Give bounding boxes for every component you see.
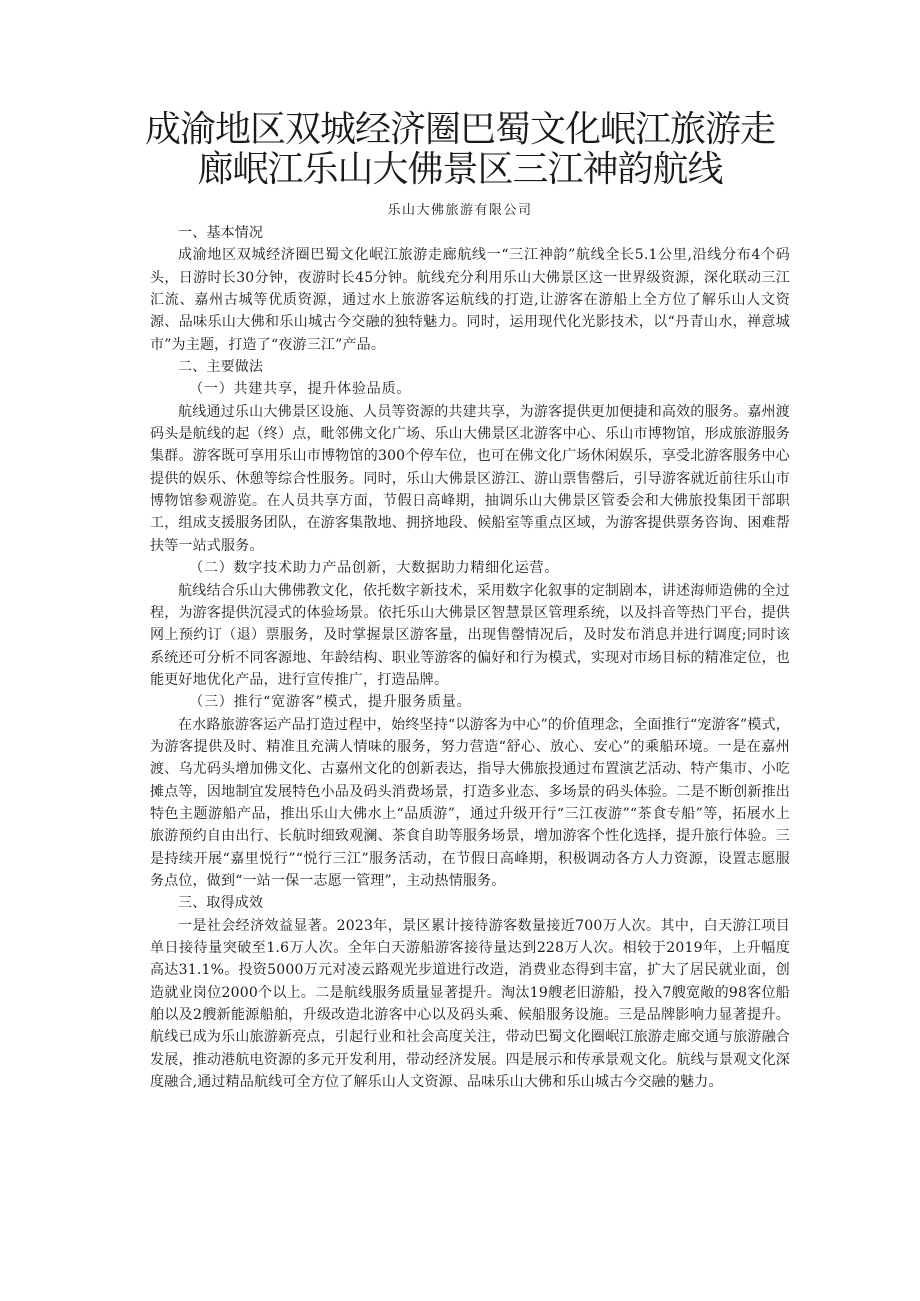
document-title — [120, 110, 800, 190]
title-line-1: 成渝地区双城经济圈巴蜀文化岷江旅游走 — [144, 109, 775, 150]
subsection-heading-3: （三）推行“宽游客”模式，提升服务质量。 — [189, 694, 472, 711]
paragraph-service: 在水路旅游客运产品打造过程中，始终坚持“以游客为中心”的价值理念，全面推行“宠游客”模式，为游客提供及时、精准且充满人情味的服务，努力营造“舒心、放心、安心”的乘船环境。一是在嘉州渡、乌尤码头增加佛文化、古嘉州文化的创新表达，指导大佛旅投通过布置演艺活动、特产集市、小吃摊点等，因地制宜发展特色小品及码头消费场景，打造多业态、多场景的码头体验。二是不断创新推出特色主题游船产品，推出乐山大佛水上“品质游”，通过升级开行“三江夜游”“茶食专船”等，拓展水上旅游预约自由出行、长航时细致观澜、茶食自助等服务场景，增加游客个性化选择，提升旅行体验。三是持续开展“嘉里悦行”“悦行三江”服务活动，在节假日高峰期，积极调动各方人力资源，设置志愿服务点位，做到“一站一保一志愿一管理”，主动热情服务。 — [150, 716, 790, 889]
section-heading-basic: 一、基本情况 — [178, 225, 264, 241]
document-body — [150, 222, 790, 1093]
paragraph-digital: 航线结合乐山大佛佛教文化，依托数字新技术，采用数字化叙事的定制剧本，讲述海师造佛的全过程，为游客提供沉浸式的体验场景。依托乐山大佛景区智慧景区管理系统，以及抖音等热门平台，提供网上预约订（退）票服务，及时掌握景区游客量，出现售罄情况后，及时发布消息并进行调度;同时该系统还可分析不同客源地、年龄结构、职业等游客的偏好和行为模式，实现对市场目标的精准定位，也能更好地优化产品，进行宣传推广，打造品牌。 — [150, 582, 790, 688]
paragraph-sharing: 航线通过乐山大佛景区设施、人员等资源的共建共享，为游客提供更加便捷和高效的服务。嘉州渡码头是航线的起（终）点，毗邻佛文化广场、乐山大佛景区北游客中心、乐山市博物馆，形成旅游服务集群。游客既可享用乐山市博物馆的300个停车位，也可在佛文化广场休闲娱乐，享受北游客服务中心提供的娱乐、休憩等综合性服务。同时，乐山大佛景区游江、游山票售罄后，引导游客就近前往乐山市博物馆参观游览。在人员共享方面，节假日高峰期，抽调乐山大佛景区管委会和大佛旅投集团干部职工，组成支援服务团队，在游客集散地、拥挤地段、候船室等重点区域，为游客提供票务咨询、困难帮扶等一站式服务。 — [150, 403, 790, 554]
organization-name: 乐山大佛旅游有限公司 — [387, 203, 533, 218]
title-line-2: 廊岷江乐山大佛景区三江神韵航线 — [197, 149, 723, 190]
paragraph-basic: 成渝地区双城经济圈巴蜀文化岷江旅游走廊航线一“三江神韵”航线全长5.1公里,沿线分布4个码头，日游时长30分钟，夜游时长45分钟。航线充分利用乐山大佛景区这一世界级资源，深化联动三江汇流、嘉州古城等优质资源，通过水上旅游客运航线的打造,让游客在游船上全方位了解乐山人文资源、品味乐山大佛和乐山城古今交融的独特魅力。同时，运用现代化光影技术，以“丹青山水，禅意城市”为主题，打造了“夜游三江”产品。 — [150, 247, 790, 353]
paragraph-results: 一是社会经济效益显著。2023年，景区累计接待游客数量接近700万人次。其中，白天游江项目单日接待量突破至1.6万人次。全年白天游船游客接待量达到228万人次。相较于2019年，上升幅度高达31.1%。投资5000万元对凌云路观光步道进行改造，消费业态得到丰富，扩大了居民就业面，创造就业岗位2000个以上。二是航线服务质量显著提升。淘汰19艘老旧游船，投入7艘宽敞的98客位船舶以及2艘新能源船舶，升级改造北游客中心以及码头乘、候船服务设施。三是品牌影响力显著提升。航线已成为乐山旅游新亮点，引起行业和社会高度关注，带动巴蜀文化圈岷江旅游走廊交通与旅游融合发展，推动港航电资源的多元开发利用，带动经济发展。四是展示和传承景观文化。航线与景观文化深度融合,通过精品航线可全方位了解乐山人文资源、品味乐山大佛和乐山城古今交融的魅力。 — [150, 917, 790, 1091]
subsection-heading-1: （一）共建共享，提升体验品质。 — [189, 381, 412, 398]
section-heading-results: 三、取得成效 — [178, 895, 264, 912]
section-heading-practices: 二、主要做法 — [178, 359, 264, 376]
subsection-heading-2: （二）数字技术助力产品创新，大数据助力精细化运营。 — [189, 560, 560, 577]
